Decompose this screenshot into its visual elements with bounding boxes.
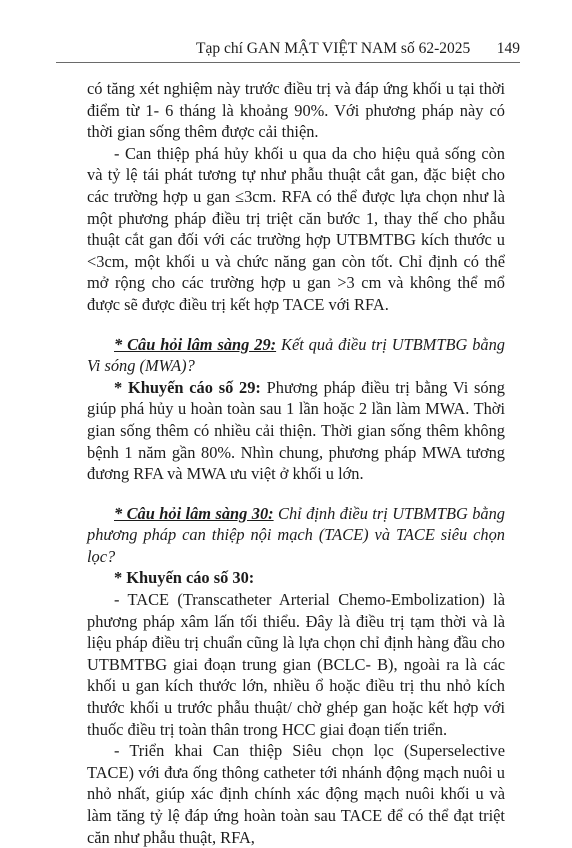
paragraph-tace: - TACE (Transcatheter Arterial Chemo-Embolization) là phương pháp xâm lấn tối thiểu. Đây là điều trị tạm thời và là liệu pháp điều trị chuẩn cũng là lựa chọn chỉ định hàng đầu cho UTBMTBG giai đoạn trung gian (BCLC- B), ngoài ra là các khối u gan kích thước lớn, nhiều ổ hoặc điều trị thu nhỏ kích thước khối u trước phẫu thuật/ chờ ghép gan hoặc kết hợp với thuốc điều trị toàn thân trong HCC giai đoạn tiến triển. — [87, 590, 505, 739]
clinical-question-30 — [87, 503, 505, 568]
recommendation-29-label: * Khuyến cáo số 29: — [114, 377, 261, 397]
recommendation-29-text: Phương pháp điều trị bằng Vi sóng giúp phá hủy u hoàn toàn sau 1 lần hoặc 2 lần làm MWA. Thời gian sống thêm có nhiều cải thiện. Thời gian sống thêm không bệnh 1 năm gần 80%. Nhìn chung, phương pháp MWA tương đương RFA và MWA ưu việt ở khối u lớn. — [87, 377, 505, 484]
page-header — [56, 40, 520, 62]
header-rule — [56, 62, 520, 63]
recommendation-29 — [87, 377, 505, 485]
page-number: 149 — [496, 40, 520, 57]
question-30-label: * Câu hỏi lâm sàng 30: — [114, 503, 274, 523]
question-29-text: Kết quả điều trị UTBMTBG bằng Vi sóng (MWA)? — [87, 334, 505, 376]
recommendation-30-label: * Khuyến cáo số 30: — [114, 568, 255, 588]
journal-title: Tạp chí GAN MẬT VIỆT NAM số 62-2025 — [196, 40, 471, 57]
paragraph-response-rate: có tăng xét nghiệm này trước điều trị và đáp ứng khối u tại thời điểm từ 1- 6 tháng là khoảng 90%. Với phương pháp này có thời gian sống thêm được cải thiện. — [87, 79, 505, 142]
page-body — [87, 78, 505, 848]
question-30-text: Chỉ định điều trị UTBMTBG bằng phương pháp can thiệp nội mạch (TACE) và TACE siêu chọn lọc? — [87, 503, 505, 566]
question-29-label: * Câu hỏi lâm sàng 29: — [114, 334, 277, 354]
paragraph-superselective-tace: - Triển khai Can thiệp Siêu chọn lọc (Superselective TACE) với đưa ống thông catheter tới nhánh động mạch nuôi u nhỏ nhất, giúp xác định chính xác động mạch nuôi khối u và làm tăng tỷ lệ đáp ứng hoàn toàn sau TACE để có thể đạt triệt căn như phẫu thuật, RFA, — [87, 741, 505, 847]
paragraph-rfa: - Can thiệp phá hủy khối u qua da cho hiệu quả sống còn và tỷ lệ tái phát tương tự như phẫu thuật cắt gan, đặc biệt cho các trường hợp u gan ≤3cm. RFA có thể được lựa chọn như là một phương pháp điều trị triệt căn bước 1, thay thế cho phẫu thuật cắt gan đối với các trường hợp UTBMTBG kích thước u <3cm, một khối u và chức năng gan còn tốt. Chỉ định có thể mở rộng cho các trường hợp u gan >3 cm và không thể mổ được sẽ được điều trị kết hợp TACE với RFA. — [87, 143, 505, 314]
clinical-question-29 — [87, 334, 505, 377]
